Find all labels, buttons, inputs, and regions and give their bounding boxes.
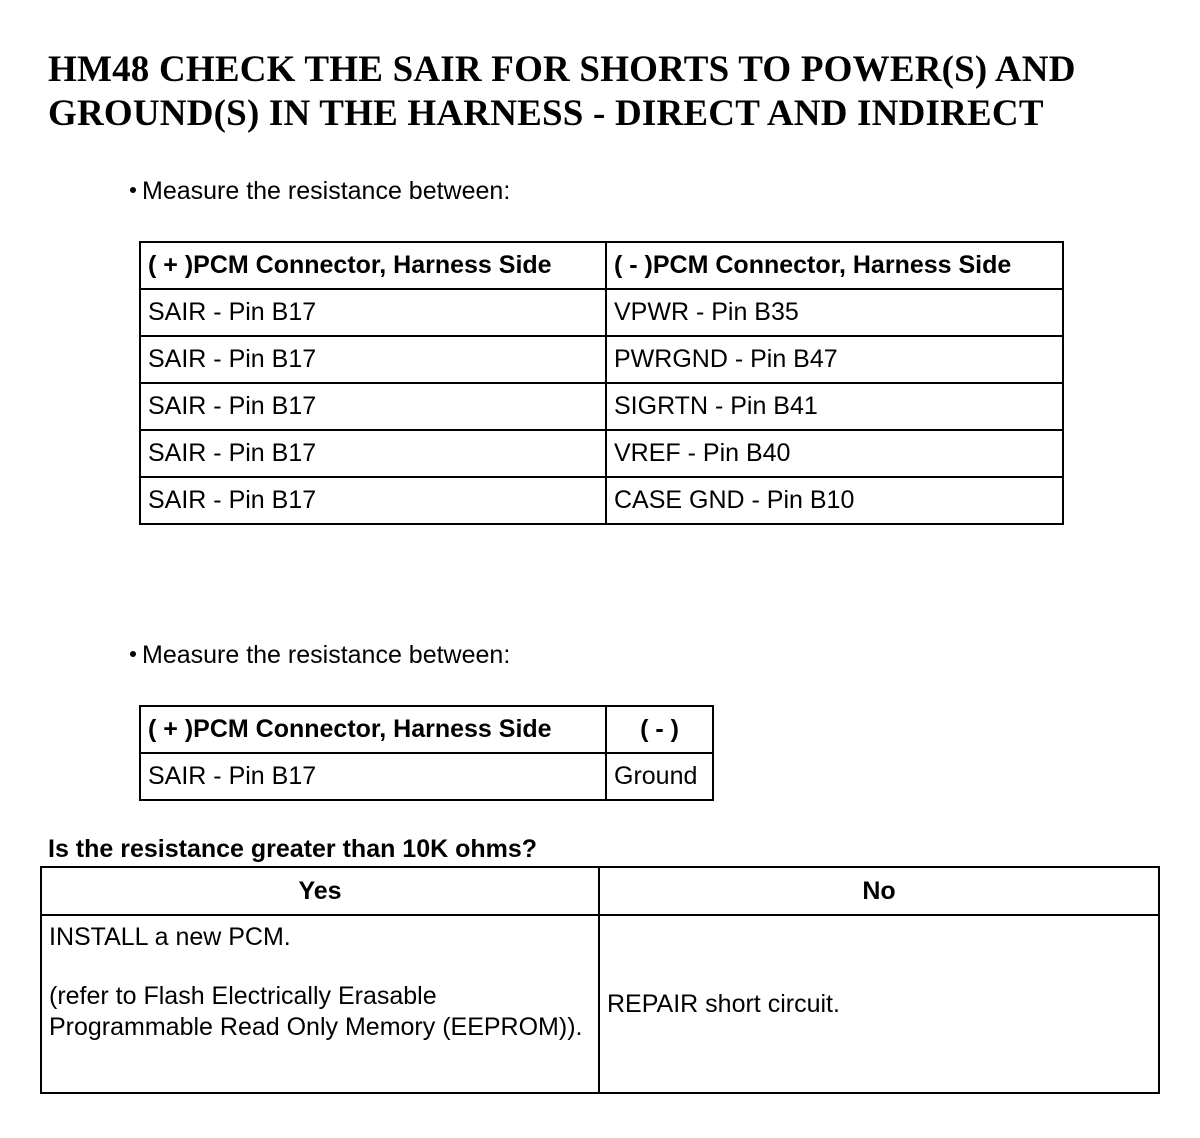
instruction-1-text: Measure the resistance between: xyxy=(142,177,511,205)
yes-action: INSTALL a new PCM. xyxy=(49,923,291,951)
header-negative: ( - )PCM Connector, Harness Side xyxy=(606,242,1063,289)
table-row xyxy=(140,753,713,800)
header-positive: ( + )PCM Connector, Harness Side xyxy=(140,242,606,289)
decision-question: Is the resistance greater than 10K ohms? xyxy=(48,835,538,863)
cell-positive: SAIR - Pin B17 xyxy=(140,753,606,800)
table-row xyxy=(140,289,1063,336)
table-row xyxy=(41,915,1159,1093)
yes-cell xyxy=(41,915,599,1093)
bullet-icon xyxy=(130,651,136,657)
table-header-row xyxy=(41,867,1159,915)
no-cell xyxy=(599,915,1159,1093)
page-title xyxy=(48,48,1168,136)
cell-negative: VREF - Pin B40 xyxy=(606,430,1063,477)
cell-negative: PWRGND - Pin B47 xyxy=(606,336,1063,383)
table-row xyxy=(140,336,1063,383)
cell-negative: Ground xyxy=(606,753,713,800)
no-action: REPAIR short circuit. xyxy=(607,989,840,1018)
title-line-1: HM48 CHECK THE SAIR FOR SHORTS TO POWER(S) AND xyxy=(48,49,1076,90)
cell-negative: VPWR - Pin B35 xyxy=(606,289,1063,336)
cell-positive: SAIR - Pin B17 xyxy=(140,430,606,477)
yes-reference: (refer to Flash Electrically Erasable Programmable Read Only Memory (EEPROM)). xyxy=(49,982,583,1041)
bullet-icon xyxy=(130,187,136,193)
title-line-2: GROUND(S) IN THE HARNESS - DIRECT AND INDIRECT xyxy=(48,93,1044,134)
header-negative: ( - ) xyxy=(606,706,713,753)
instruction-2 xyxy=(130,640,510,670)
table-row xyxy=(140,477,1063,524)
table-row xyxy=(140,430,1063,477)
instruction-1 xyxy=(130,176,510,206)
table-header-row xyxy=(140,706,713,753)
measurement-table-1 xyxy=(139,241,1064,525)
cell-positive: SAIR - Pin B17 xyxy=(140,336,606,383)
table-header-row xyxy=(140,242,1063,289)
cell-positive: SAIR - Pin B17 xyxy=(140,383,606,430)
cell-negative: CASE GND - Pin B10 xyxy=(606,477,1063,524)
cell-positive: SAIR - Pin B17 xyxy=(140,477,606,524)
cell-positive: SAIR - Pin B17 xyxy=(140,289,606,336)
measurement-table-2 xyxy=(139,705,714,801)
no-header: No xyxy=(599,867,1159,915)
cell-negative: SIGRTN - Pin B41 xyxy=(606,383,1063,430)
header-positive: ( + )PCM Connector, Harness Side xyxy=(140,706,606,753)
decision-table xyxy=(40,866,1160,1094)
yes-header: Yes xyxy=(41,867,599,915)
instruction-2-text: Measure the resistance between: xyxy=(142,641,511,669)
table-row xyxy=(140,383,1063,430)
